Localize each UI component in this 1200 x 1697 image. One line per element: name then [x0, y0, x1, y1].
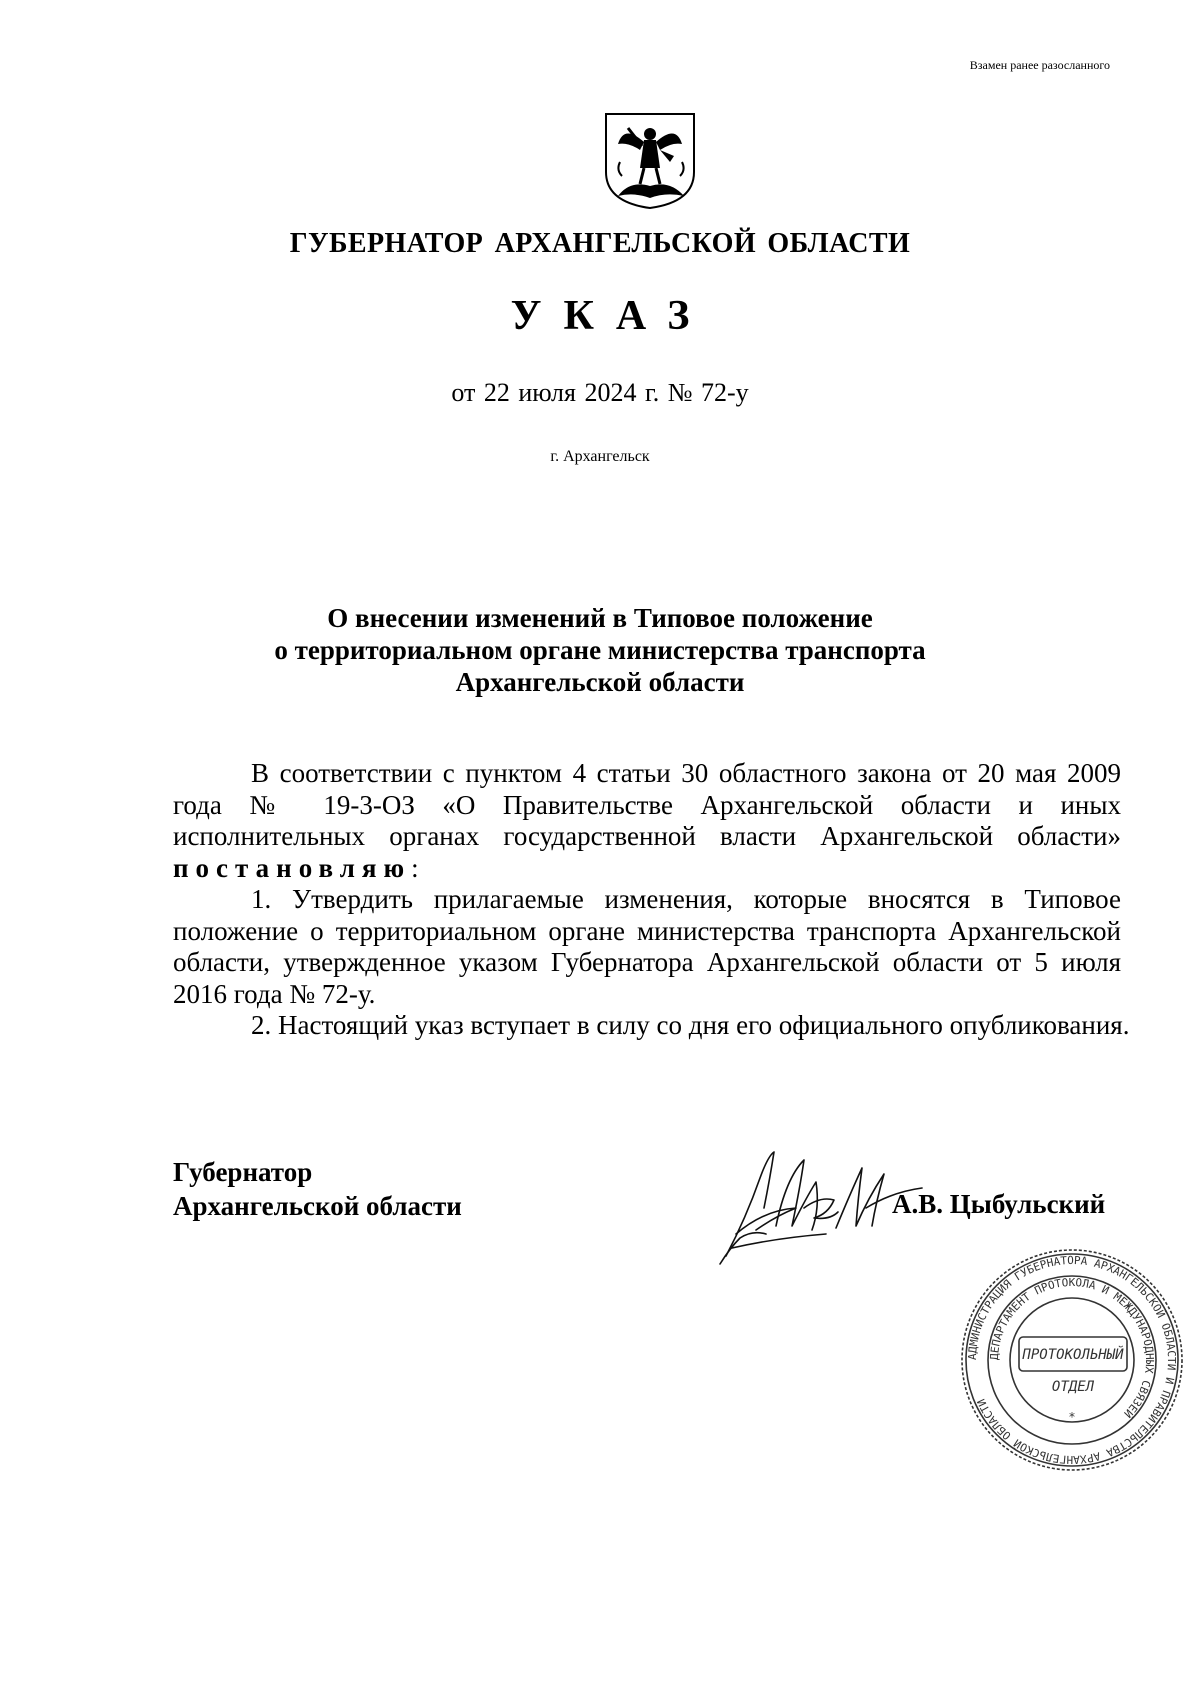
arkhangelsk-coat-of-arms-icon: [600, 110, 700, 210]
document-body: [173, 758, 1130, 1042]
decree-word-line: [173, 853, 1121, 885]
issuing-authority: ГУБЕРНАТОР АРХАНГЕЛЬСКОЙ ОБЛАСТИ: [289, 228, 911, 259]
signatory-position-line: Губернатор: [173, 1157, 313, 1187]
stamp-inner-ring-text: ДЕПАРТАМЕНТ ПРОТОКОЛА И МЕЖДУНАРОДНЫХ СВЯЗЕЙ: [987, 1275, 1157, 1421]
document-type: УКАЗ: [510, 293, 712, 339]
signatory-name: А.В. Цыбульский: [892, 1189, 1106, 1219]
stamp-star-icon: *: [1069, 1410, 1075, 1424]
title-line: Архангельской области: [455, 667, 745, 697]
stamp-center-line2: ОТДЕЛ: [1051, 1379, 1095, 1395]
title-line: о территориальном органе министерства транспорта: [274, 635, 926, 665]
replacement-note: Взамен ранее разосланного: [969, 58, 1110, 72]
round-seal-stamp-icon: [957, 1245, 1187, 1475]
stamp-center-line1: ПРОТОКОЛЬНЫЙ: [1022, 1347, 1124, 1363]
title-line: О внесении изменений в Типовое положение: [327, 603, 873, 633]
document-title: [0, 602, 1200, 698]
preamble-paragraph: В соответствии с пунктом 4 статьи 30 областного закона от 20 мая 2009 года № 19-3-ОЗ «О Правительстве Архангельской области и иных исполнительных органах государственной власти Архангельской области»: [173, 758, 1121, 851]
decree-item-1: 1. Утвердить прилагаемые изменения, которые вносятся в Типовое положение о территориальном органе министерства транспорта Архангельской области, утвержденное указом Губернатора Архангельской области от 5 июля 2016 года № 72-у.: [173, 884, 1121, 1009]
stamp-outer-ring-text: АДМИНИСТРАЦИЯ ГУБЕРНАТОРА АРХАНГЕЛЬСКОЙ ОБЛАСТИ И ПРАВИТЕЛЬСТВА АРХАНГЕЛЬСКОЙ ОБЛАСТИ: [965, 1253, 1179, 1467]
document-city: г. Архангельск: [550, 448, 650, 465]
signatory-position-line: Архангельской области: [173, 1191, 462, 1221]
signatory-position: [173, 1155, 462, 1223]
decree-colon: :: [411, 852, 419, 883]
decree-item-2: 2. Настоящий указ вступает в силу со дня его официального опубликования.: [251, 1010, 1130, 1040]
document-date-number: от 22 июля 2024 г. № 72-у: [451, 378, 749, 407]
decree-word: постановляю: [173, 852, 412, 883]
